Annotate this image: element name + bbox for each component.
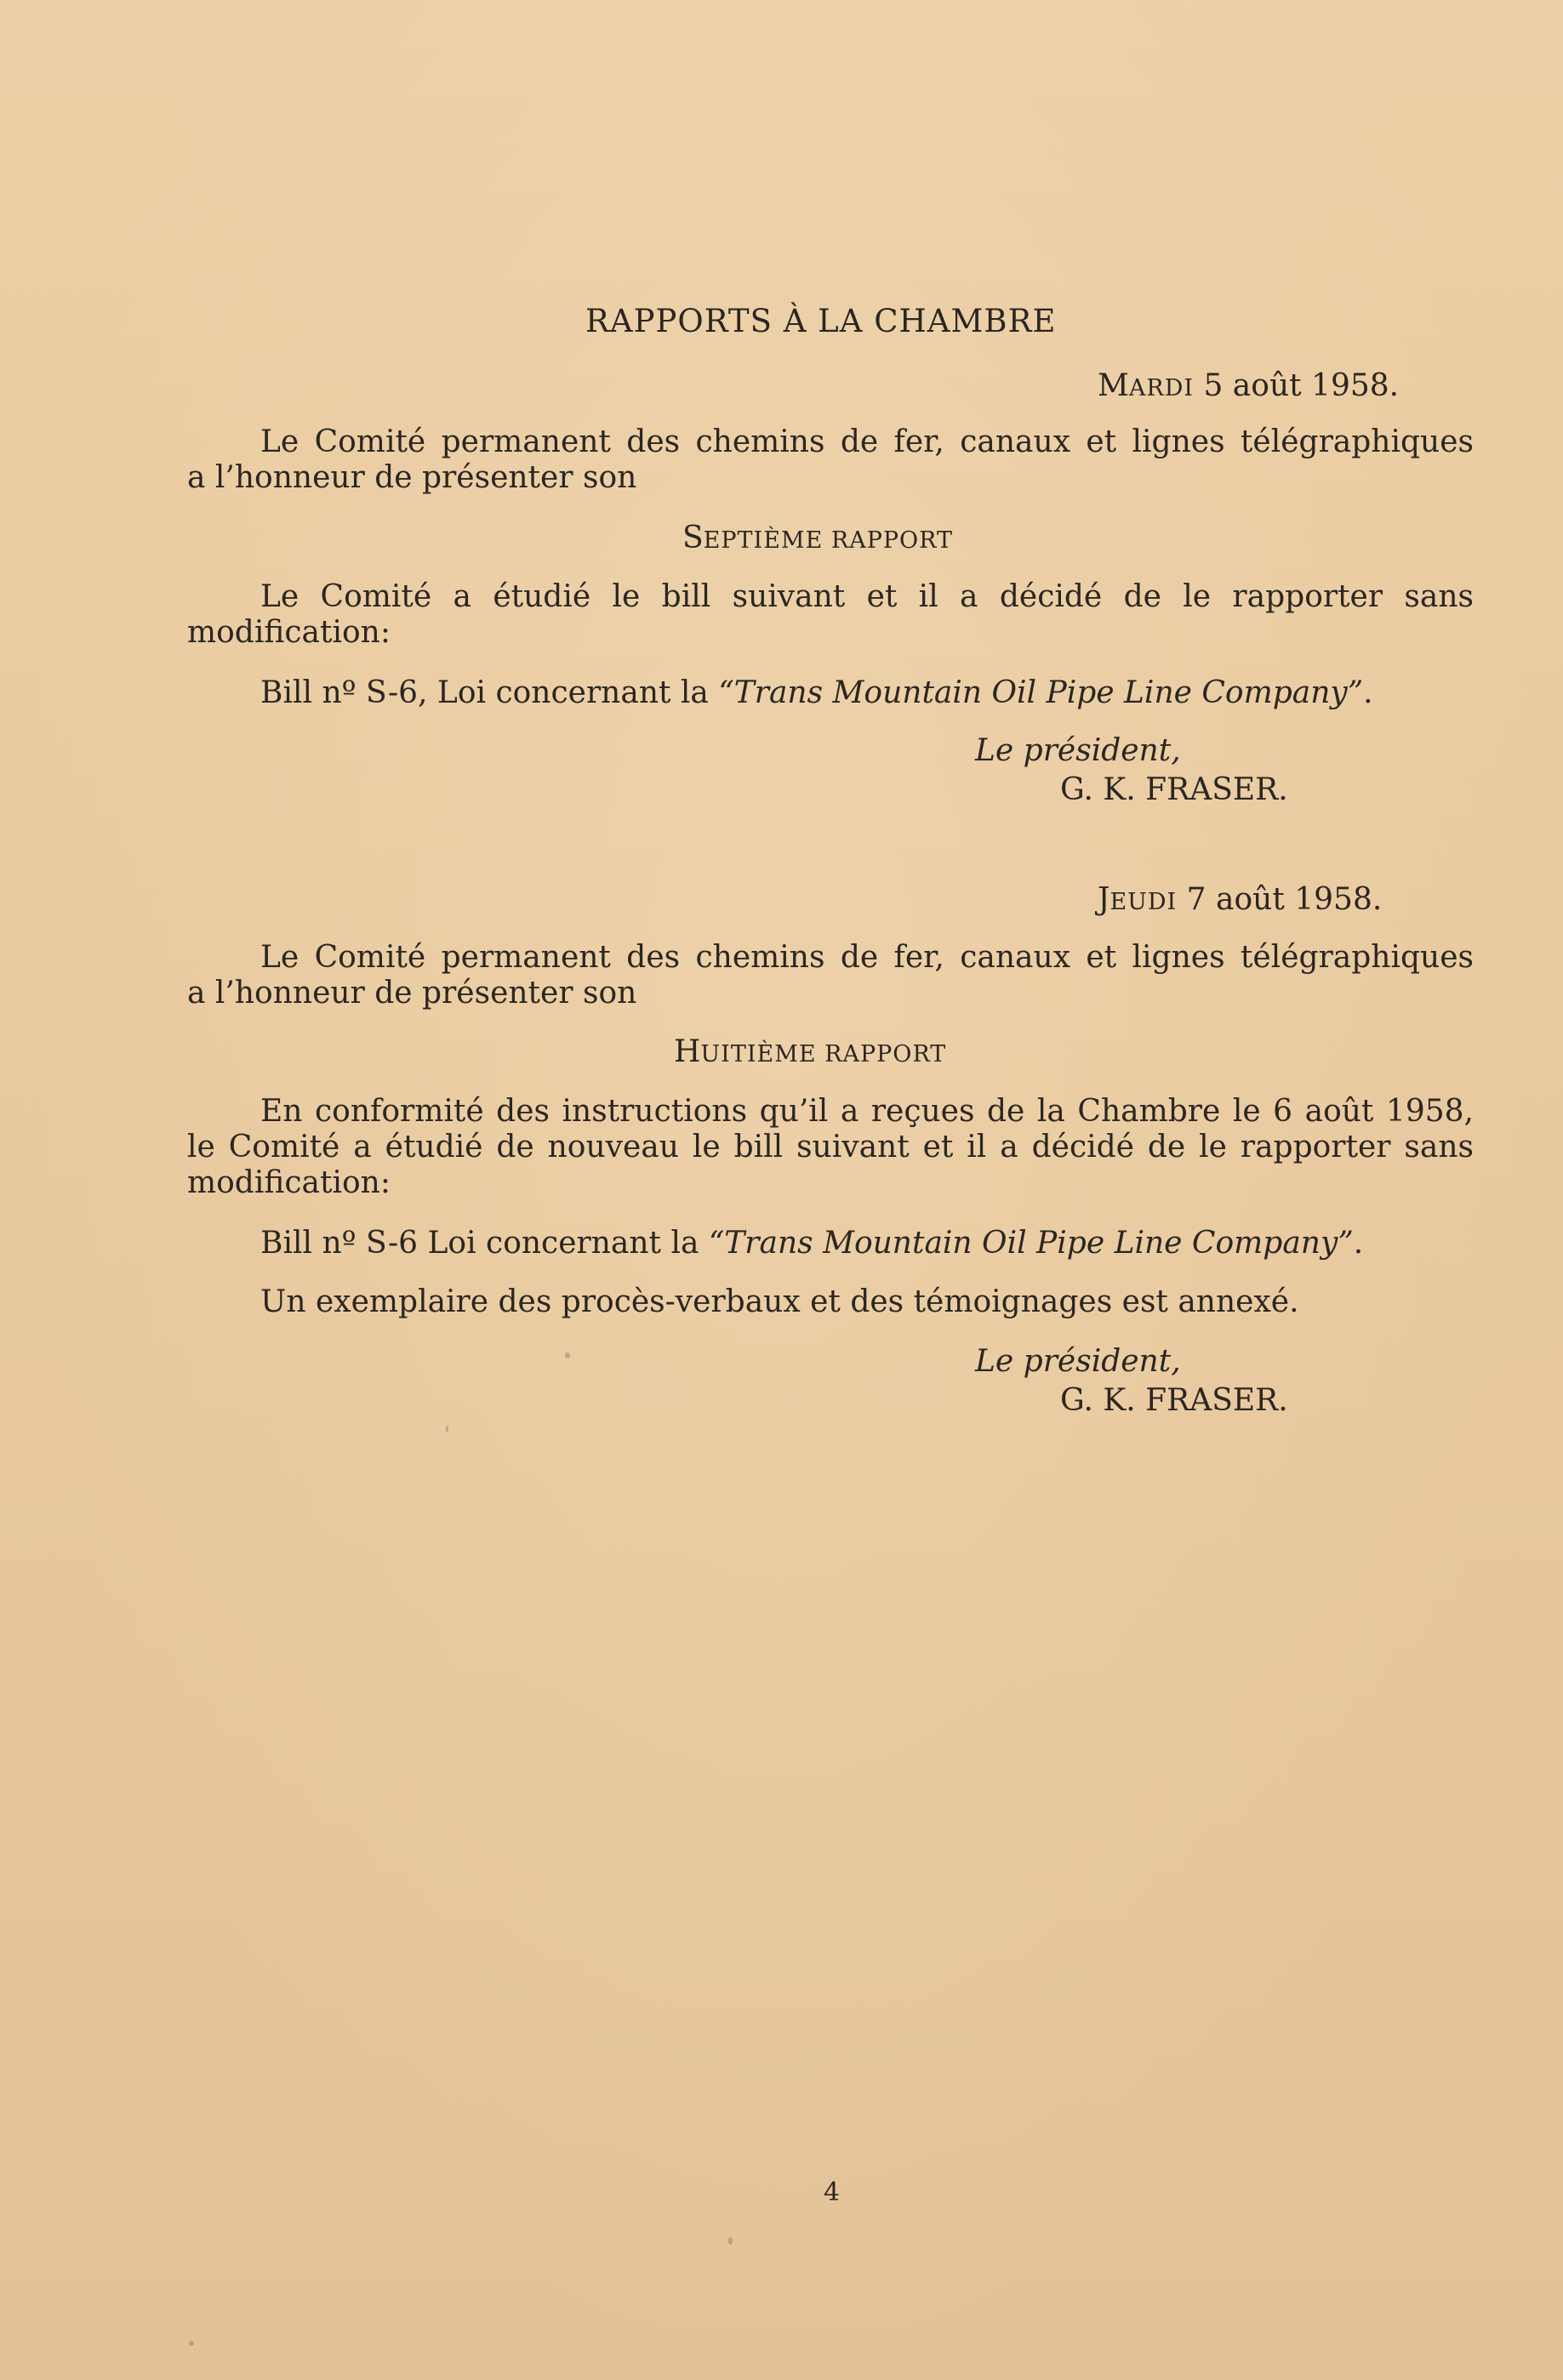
report1-heading-rest: EPTIÈME RAPPORT (703, 527, 954, 554)
report2-annex-line: Un exemplaire des procès-verbaux et des témoignages est annexé. (260, 1284, 1299, 1319)
report2-bill (260, 1225, 1363, 1262)
report2-date-day-rest: EUDI (1110, 889, 1178, 915)
report2-date (1098, 881, 1382, 921)
report1-intro-line1: Le Comité permanent des chemins de fer, canaux et lignes télégraphiques (260, 424, 1474, 459)
report2-bill-prefix: Bill nº S-6 Loi concernant la (260, 1226, 709, 1261)
report2-body-line3: modification: (187, 1165, 391, 1200)
report1-date-rest: 5 août 1958. (1194, 368, 1400, 403)
report1-intro-line2: a l’honneur de présenter son (187, 460, 637, 495)
paper-speck (189, 2341, 194, 2346)
report1-body-line2: modification: (187, 615, 391, 650)
report1-signature-role: Le président, (975, 733, 1181, 768)
report1-body-line1: Le Comité a étudié le bill suivant et il a décidé de le rapporter sans (260, 579, 1474, 614)
report2-body-line2: le Comité a étudié de nouveau le bill suivant et il a décidé de le rapporter sans (187, 1130, 1474, 1164)
report1-heading-initial: S (682, 521, 704, 555)
paper-speck (728, 2237, 733, 2245)
report2-bill-company: “Trans Mountain Oil Pipe Line Company” (708, 1226, 1354, 1261)
report1-date (1098, 367, 1399, 407)
report2-heading-initial: H (674, 1034, 701, 1069)
report2-body-line1: En conformité des instructions qu’il a reçues de la Chambre le 6 août 1958, (260, 1094, 1474, 1129)
report1-bill-suffix: . (1363, 675, 1373, 710)
report2-intro-line2: a l’honneur de présenter son (187, 976, 637, 1011)
report1-signature-name: G. K. FRASER. (1060, 772, 1288, 807)
report2-heading (674, 1033, 946, 1073)
report1-date-day-initial: M (1098, 368, 1129, 403)
report2-intro-line1: Le Comité permanent des chemins de fer, canaux et lignes télégraphiques (260, 940, 1474, 975)
page-number: 4 (824, 2178, 841, 2207)
report1-bill-prefix: Bill nº S-6, Loi concernant la (260, 675, 719, 710)
report1-heading (682, 520, 953, 560)
report2-signature-name: G. K. FRASER. (1060, 1383, 1288, 1418)
report2-heading-rest: UITIÈME RAPPORT (700, 1041, 947, 1068)
page-title: RAPPORTS À LA CHAMBRE (585, 303, 1057, 339)
report2-date-rest: 7 août 1958. (1177, 882, 1383, 917)
report2-date-day-initial: J (1098, 882, 1110, 917)
report1-bill (260, 675, 1373, 712)
paper-speck (565, 1352, 570, 1358)
report1-date-day-rest: ARDI (1128, 375, 1195, 401)
report2-bill-suffix: . (1353, 1226, 1364, 1261)
report2-signature-role: Le président, (975, 1344, 1181, 1379)
report1-bill-company: “Trans Mountain Oil Pipe Line Company” (718, 675, 1364, 710)
paper-speck (446, 1426, 448, 1432)
